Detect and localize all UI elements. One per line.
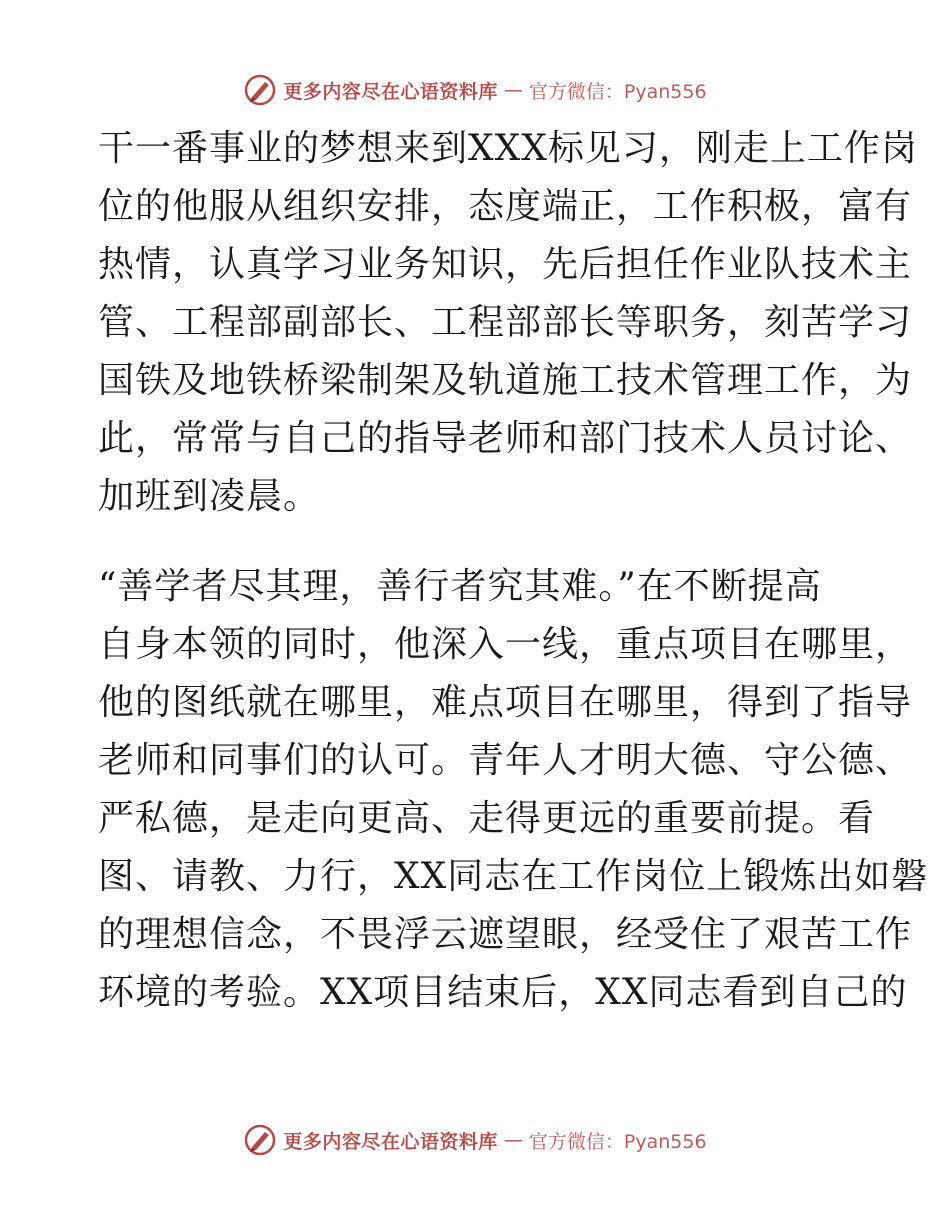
brand-text: 更多内容尽在心语资料库 xyxy=(283,1130,498,1153)
text-line: 位的他服从组织安排，态度端正，工作积极，富有 xyxy=(98,186,913,227)
separator: — xyxy=(503,79,523,101)
pen-logo-icon xyxy=(243,73,277,107)
document-body xyxy=(98,120,929,1022)
text-line: 环境的考验。XX项目结束后，XX同志看到自己的 xyxy=(98,972,908,1013)
paragraph-1 xyxy=(98,120,918,526)
brand-text: 更多内容尽在心语资料库 xyxy=(283,80,498,103)
text-line: 热情，认真学习业务知识，先后担任作业队技术主 xyxy=(98,244,913,285)
text-line: 他的图纸就在哪里，难点项目在哪里，得到了指导 xyxy=(98,682,913,723)
separator: — xyxy=(503,1129,523,1151)
text-line: 干一番事业的梦想来到XXX标见习，刚走上工作岗 xyxy=(98,128,918,169)
text-line: “善学者尽其理，善行者究其难。”在不断提高 xyxy=(98,566,822,607)
text-line: 管、工程部副部长、工程部部长等职务，刻苦学习 xyxy=(98,302,913,343)
text-line: 国铁及地铁桥梁制架及轨道施工技术管理工作，为 xyxy=(98,360,913,401)
pen-logo-icon xyxy=(243,1123,277,1157)
wechat-text: 官方微信：Pyan556 xyxy=(528,1130,707,1153)
text-line: 图、请教、力行，XX同志在工作岗位上锻炼出如磐 xyxy=(98,856,929,897)
header-watermark xyxy=(0,70,950,110)
text-line: 老师和同事们的认可。青年人才明大德、守公德、 xyxy=(98,740,913,781)
paragraph-spacer xyxy=(98,526,858,558)
footer-watermark xyxy=(0,1120,950,1160)
wechat-text: 官方微信：Pyan556 xyxy=(528,80,707,103)
text-line: 的理想信念，不畏浮云遮望眼，经受住了艰苦工作 xyxy=(98,914,913,955)
paragraph-2 xyxy=(98,558,929,1022)
text-line: 自身本领的同时，他深入一线，重点项目在哪里， xyxy=(98,624,913,665)
text-line: 加班到凌晨。 xyxy=(98,476,321,517)
text-line: 严私德，是走向更高、走得更远的重要前提。看 xyxy=(98,798,876,839)
text-line: 此，常常与自己的指导老师和部门技术人员讨论、 xyxy=(98,418,913,459)
